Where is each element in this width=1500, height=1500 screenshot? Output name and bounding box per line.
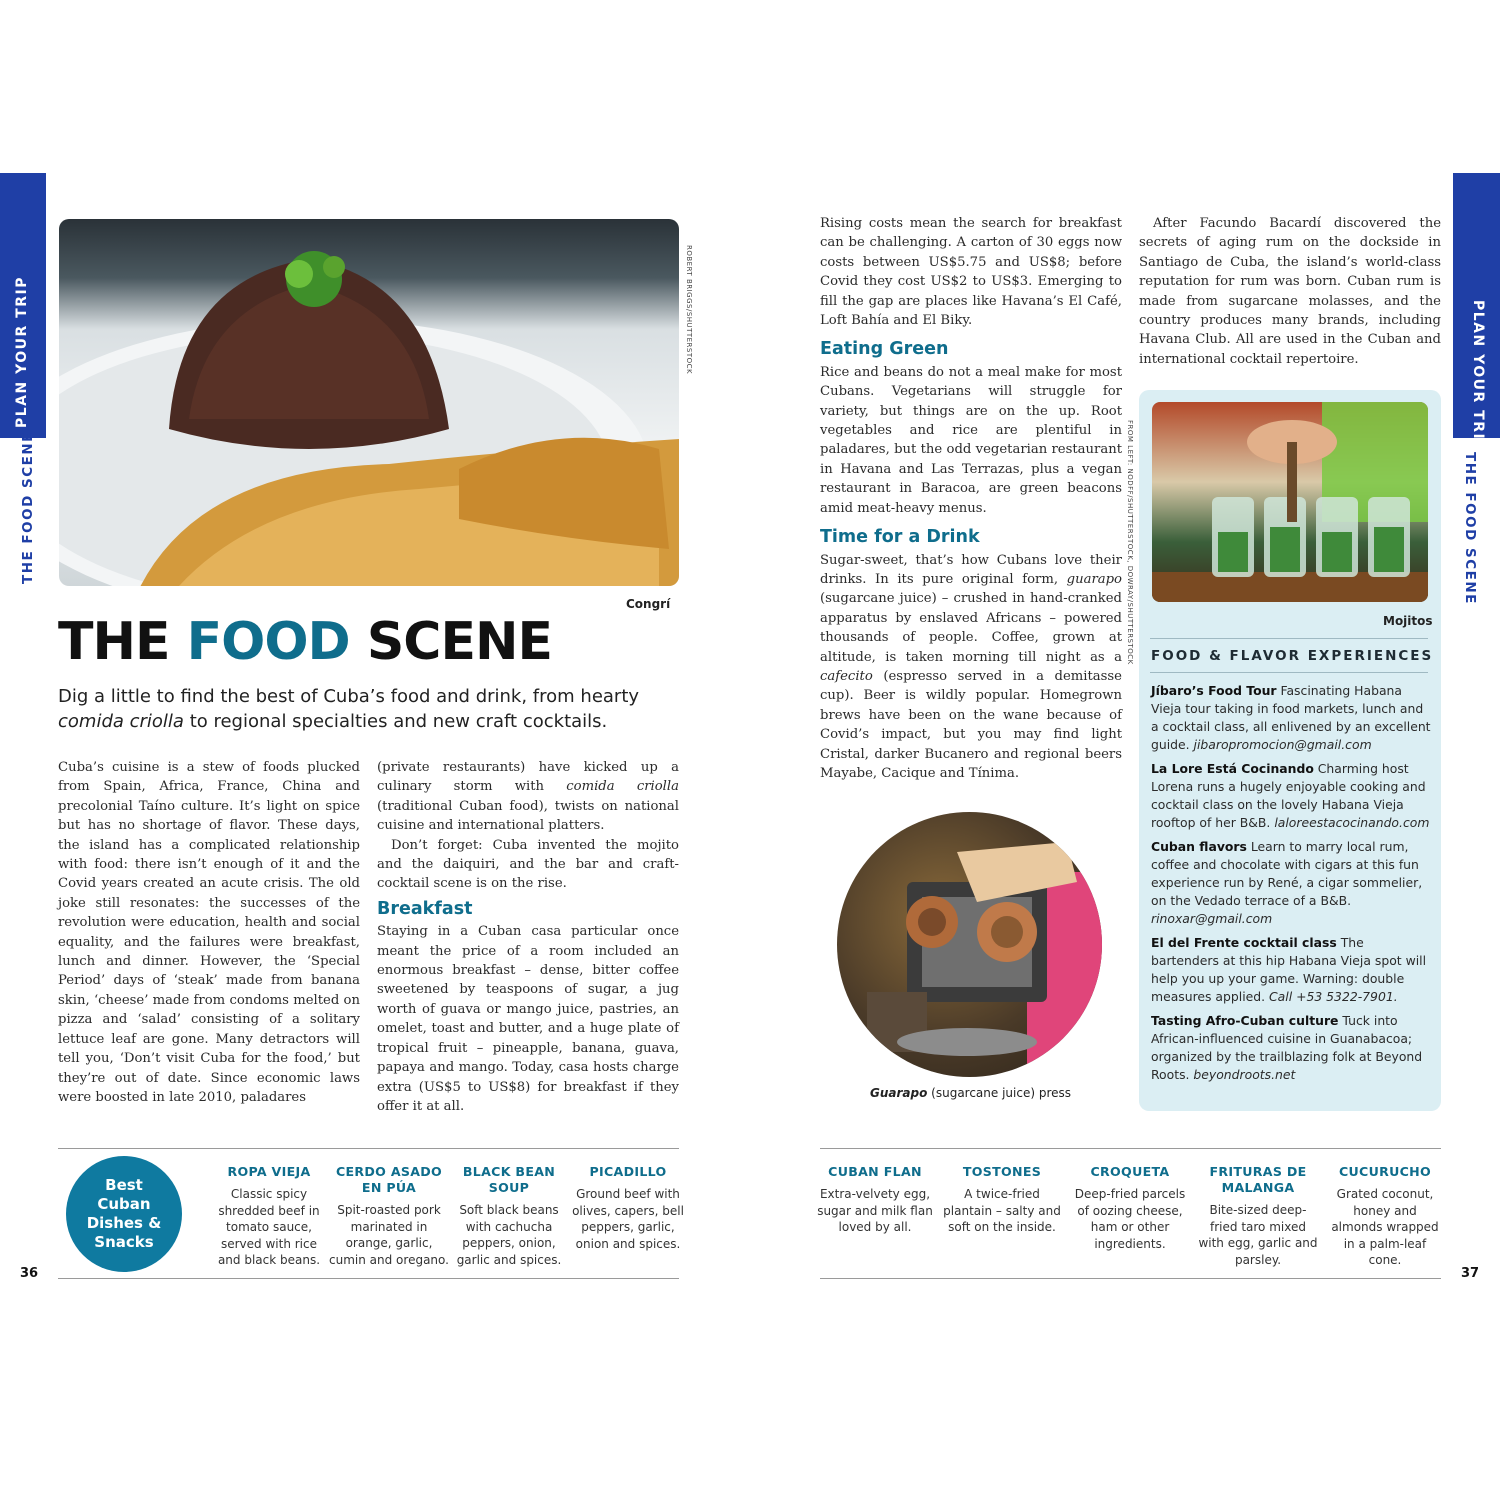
page-title — [58, 612, 552, 672]
intro-line2: to regional specialties and new craft cocktails. — [183, 711, 608, 732]
box-heading-rule — [1150, 672, 1428, 673]
right-tab-label: PLAN YOUR TRIP — [1470, 300, 1486, 452]
snack-cerdo-asado — [329, 1164, 449, 1268]
breakfast-heading: Breakfast — [377, 898, 473, 919]
snack-desc: Soft black beans with cachucha peppers, onion, garlic and spices. — [456, 1203, 562, 1267]
guarapo-caption-italic: Guarapo — [870, 1086, 928, 1100]
congri-caption: Congrí — [626, 597, 671, 611]
col3-p3-b: (sugarcane juice) – crushed in hand-cranked apparatus by enslaved Africans – powered thousands of people. Coffee, grown at altitude, is taken morning till night as a — [820, 591, 1122, 665]
column-3 — [820, 214, 1122, 783]
snack-cuban-flan — [815, 1164, 935, 1236]
food-flavor-box — [1139, 390, 1441, 1111]
snack-frituras-de-malanga — [1198, 1164, 1318, 1268]
left-top-rule — [58, 1148, 679, 1149]
experience-text: Tuck into African-influenced cuisine in Guanabacoa; organized by the trailblazing folk at Beyond Roots. — [1151, 1013, 1423, 1082]
experience-list — [1151, 682, 1431, 1090]
snack-cucurucho — [1326, 1164, 1444, 1269]
col3-paragraph-1: Rising costs mean the search for breakfast can be challenging. A carton of 30 eggs now costs between US$5.75 and US$8; before Covid they cost US$2 to US$3. Emerging to fill the gap are places like Havana’s El Café, Loft Bahía and El Biky. — [820, 216, 1122, 329]
right-chapter-label: THE FOOD SCENE — [1462, 452, 1478, 605]
col3-p3-italic-2: cafecito — [820, 668, 873, 684]
snack-ropa-vieja — [209, 1164, 329, 1269]
experience-contact: laloreestacocinando.com — [1274, 815, 1430, 830]
congri-illustration — [59, 219, 679, 586]
col2-paragraph-3: Staying in a Cuban casa particular once meant the price of a room included an enormous breakfast – dense, bitter coffee sweetened by teaspoons of sugar, a jug worth of guava or mango juice, pastries, an omelet, toast and butter, and a huge plate of tropical fruit – pineapple, banana, guava, papaya and mango. Today, casa hosts charge extra (US$5 to US$8) for breakfast if they offer it at all. — [377, 924, 679, 1114]
snack-title: FRITURAS DE MALANGA — [1209, 1164, 1307, 1195]
column-2 — [377, 758, 679, 1116]
title-scene: SCENE — [349, 612, 553, 672]
intro-italic: comida criolla — [58, 711, 184, 732]
snack-tostones — [942, 1164, 1062, 1236]
col3-paragraph-3 — [820, 551, 1122, 784]
snack-desc: A twice-fried plantain – salty and soft on the inside. — [943, 1187, 1061, 1235]
snack-title: TOSTONES — [962, 1164, 1042, 1179]
guarapo-caption-rest: (sugarcane juice) press — [927, 1086, 1072, 1100]
col2-p1-italic: comida criolla — [566, 779, 679, 795]
congri-photo — [59, 219, 679, 586]
column-1 — [58, 758, 360, 1107]
title-the: THE — [58, 612, 187, 672]
snack-desc: Deep-fried parcels of oozing cheese, ham or other ingredients. — [1074, 1187, 1186, 1251]
experience-contact: jibaropromocion@gmail.com — [1193, 737, 1372, 752]
experience-name: La Lore Está Cocinando — [1151, 761, 1314, 776]
snack-picadillo — [569, 1164, 687, 1252]
col3-paragraph-2: Rice and beans do not a meal make for most Cubans. Vegetarians will struggle for variety, but things are on the up. Root vegetables and rice are plentiful in paladares, but the odd vegetarian restaurant in Havana and Las Terrazas, plus a vegan restaurant in Baracoa, are green beacons amid meat-heavy menus. — [820, 364, 1122, 516]
intro-text — [58, 684, 698, 734]
guarapo-caption — [870, 1086, 1071, 1100]
right-bottom-rule — [820, 1278, 1441, 1279]
experience-item — [1151, 838, 1431, 928]
left-chapter-label: THE FOOD SCENE — [20, 431, 36, 584]
snack-croqueta — [1070, 1164, 1190, 1252]
experience-item — [1151, 1012, 1431, 1084]
snack-black-bean-soup — [449, 1164, 569, 1268]
eating-green-heading: Eating Green — [820, 339, 949, 360]
mojitos-photo — [1152, 402, 1428, 602]
col1-paragraph: Cuba’s cuisine is a stew of foods plucked from Spain, Africa, France, China and precolonial Taíno culture. It’s light on spice but has no shortage of flavor. These days, the island has a complicated relationship with food: there isn’t enough of it and the Covid years created an acute crisis. The old joke still resonates: the successes of the revolution were education, health and social equality, and the failures were breakfast, lunch and dinner. However, the ‘Special Period’ days of ‘steak’ made from banana skin, ‘cheese’ made from condoms melted on pizza and ‘salad’ consisting of a solitary lettuce leaf are gone. Many detractors will tell you, ‘Don’t visit Cuba for the food,’ but they’re out of date. Since economic laws were boosted in late 2010, paladares — [58, 760, 360, 1105]
intro-line1: Dig a little to find the best of Cuba’s food and drink, from hearty — [58, 686, 640, 707]
box-heading: FOOD & FLAVOR EXPERIENCES — [1151, 648, 1434, 664]
column-4 — [1139, 214, 1441, 369]
snack-title: BLACK BEAN SOUP — [462, 1164, 556, 1195]
col3-p3-a: Sugar-sweet, that’s how Cubans love their drinks. In its pure original form, — [820, 552, 1122, 587]
experience-contact: Call +53 5322-7901. — [1269, 989, 1398, 1004]
mojitos-illustration — [1152, 402, 1428, 602]
left-tab-label: PLAN YOUR TRIP — [14, 276, 30, 428]
col3-p3-italic-1: guarapo — [1066, 571, 1122, 587]
snack-title: PICADILLO — [589, 1164, 667, 1179]
snack-title: ROPA VIEJA — [227, 1164, 311, 1179]
badge-text: Best Cuban Dishes & Snacks — [86, 1176, 162, 1251]
guarapo-press-photo — [837, 812, 1102, 1077]
snack-title: CUCURUCHO — [1338, 1164, 1432, 1179]
snack-desc: Bite-sized deep-fried taro mixed with egg, garlic and parsley. — [1198, 1203, 1318, 1267]
experience-name: Cuban flavors — [1151, 839, 1247, 854]
experience-name: El del Frente cocktail class — [1151, 935, 1337, 950]
snack-title: CUBAN FLAN — [828, 1164, 922, 1179]
mojitos-caption: Mojitos — [1383, 614, 1433, 628]
snack-title: CERDO ASADO EN PÚA — [335, 1164, 443, 1195]
experience-text: Fascinating Habana Vieja tour taking in food markets, lunch and a cocktail class, all enlivened by an excellent guide. — [1151, 683, 1431, 752]
col4-paragraph: After Facundo Bacardí discovered the secrets of aging rum on the dockside in Santiago de Cuba, the island’s world-class reputation for rum was born. Cuban rum is made from sugarcane molasses, and the country produces many brands, including Havana Club. All are used in the Cuban and international cocktail repertoire. — [1139, 216, 1441, 367]
time-for-drink-heading: Time for a Drink — [820, 527, 980, 548]
snack-desc: Grated coconut, honey and almonds wrapped in a palm-leaf cone. — [1331, 1187, 1439, 1268]
page-number-right: 37 — [1461, 1266, 1480, 1281]
col2-paragraph-1 — [377, 758, 679, 836]
experience-contact: beyondroots.net — [1193, 1067, 1296, 1082]
right-photo-credit: FROM LEFT: NODFF/SHUTTERSTOCK, DOWRAY/SHUTTERSTOCK — [1126, 420, 1134, 665]
experience-item — [1151, 760, 1431, 832]
page-number-left: 36 — [20, 1266, 39, 1281]
experience-text: Learn to marry local rum, coffee and chocolate with cigars at this fun experience run by René, a cigar sommelier, on the Vedado terrace of a B&B. — [1151, 839, 1423, 908]
left-bottom-rule — [58, 1278, 679, 1279]
snack-desc: Ground beef with olives, capers, bell peppers, garlic, onion and spices. — [572, 1187, 684, 1251]
experience-contact: rinoxar@gmail.com — [1151, 911, 1273, 926]
experience-name: Jíbaro’s Food Tour — [1151, 683, 1277, 698]
main-photo-credit: ROBERT BRIGGS/SHUTTERSTOCK — [685, 245, 693, 375]
box-divider — [1150, 638, 1428, 639]
experience-name: Tasting Afro-Cuban culture — [1151, 1013, 1339, 1028]
best-dishes-badge — [66, 1156, 182, 1272]
experience-item — [1151, 682, 1431, 754]
snack-title: CROQUETA — [1090, 1164, 1170, 1179]
col3-p3-c: (espresso served in a demitasse cup). Beer is wildly popular. Homegrown brews have been on the wane because of Covid’s impact, but you may find light Cristal, darker Bucanero and regional beers Mayabe, Cacique and Tínima. — [820, 668, 1122, 781]
snack-desc: Extra-velvety egg, sugar and milk flan loved by all. — [817, 1187, 933, 1235]
col2-p1-a: (private restaurants) have kicked up a culinary storm with — [377, 760, 679, 795]
snack-desc: Spit-roasted pork marinated in orange, garlic, cumin and oregano. — [329, 1203, 449, 1267]
right-top-rule — [820, 1148, 1441, 1149]
title-food: FOOD — [186, 612, 350, 672]
press-illustration — [837, 812, 1102, 1077]
experience-text: The bartenders at this hip Habana Vieja spot will help you up your game. Warning: double measures applied. — [1151, 935, 1427, 1004]
snack-desc: Classic spicy shredded beef in tomato sauce, served with rice and black beans. — [217, 1187, 321, 1268]
experience-text: Charming host Lorena runs a hugely enjoyable cooking and cocktail class on the lovely Habana Vieja rooftop of her B&B. — [1151, 761, 1426, 830]
col2-p1-b: (traditional Cuban food), twists on national cuisine and international platters. — [377, 798, 679, 834]
col2-paragraph-2: Don’t forget: Cuba invented the mojito and the daiquiri, and the bar and craft-cocktail scene is on the rise. — [377, 837, 679, 892]
experience-item — [1151, 934, 1431, 1006]
